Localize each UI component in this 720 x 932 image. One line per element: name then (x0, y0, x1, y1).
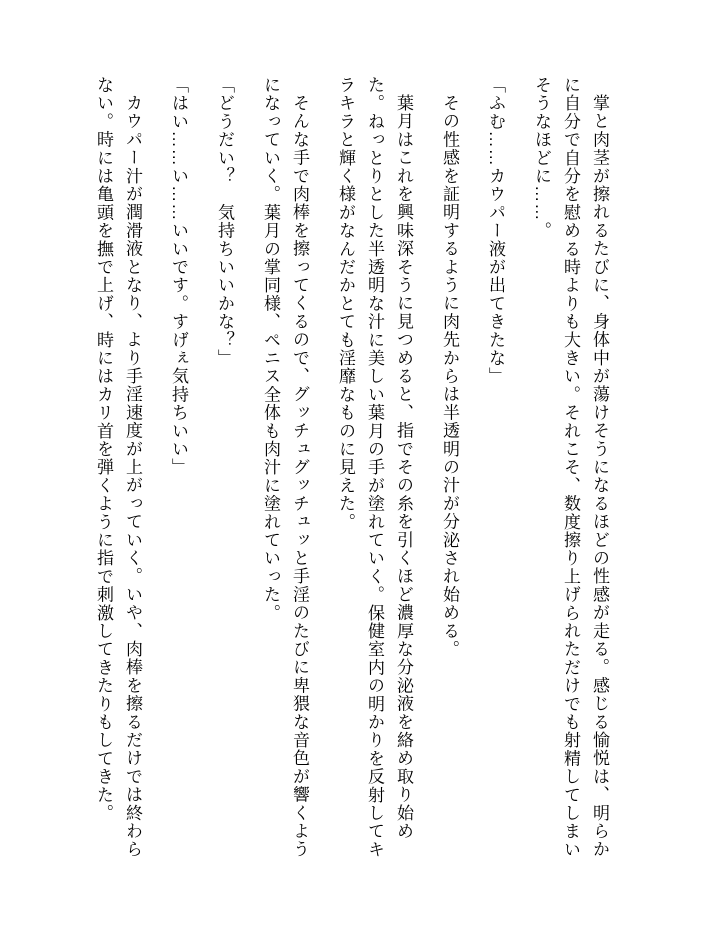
narration-paragraph: 葉月はこれを興味深そうに見つめると、指でその糸を引くほど濃厚な分泌液を絡め取り始めた。ねっとりとした半透明な汁に美しい葉月の手が塗れていく。保健室内の明かりを反射してキラキラと輝く様がなんだかとても淫靡なものに見えた。 (336, 76, 413, 859)
narration-paragraph: カウパー汁が潤滑液となり、より手淫速度が上がっていく。いや、肉棒を擦るだけでは終わらない。時には亀頭を撫で上げ、時にはカリ首を弾くように指で刺激してきたりもしてきた。 (94, 76, 142, 859)
dialogue-paragraph: 「どうだい？ 気持ちいいかな？」 (215, 76, 234, 368)
dialogue-paragraph: 「はい……い……いいです。すげぇ気持ちいい」 (169, 76, 188, 477)
dialogue-paragraph: 「ふむ……カウパー液が出てきたな」 (486, 76, 505, 386)
narration-paragraph: その性感を証明するように肉先からは半透明の汁が分泌され始める。 (440, 94, 459, 659)
narration-paragraph: 掌と肉茎が擦れるたびに、身体中が蕩けそうになるほどの性感が走る。感じる愉悦は、明らかに自分で自分を慰める時よりも大きい。それこそ、数度擦り上げられただけでも射精してしまいそうなほどに……。 (532, 76, 609, 859)
novel-text-flow (89, 76, 614, 862)
narration-paragraph: そんな手で肉棒を擦ってくるので、グッチュグッチュッと手淫のたびに卑猥な音色が響くようになっていく。葉月の掌同様、ペニス全体も肉汁に塗れていった。 (261, 76, 309, 859)
